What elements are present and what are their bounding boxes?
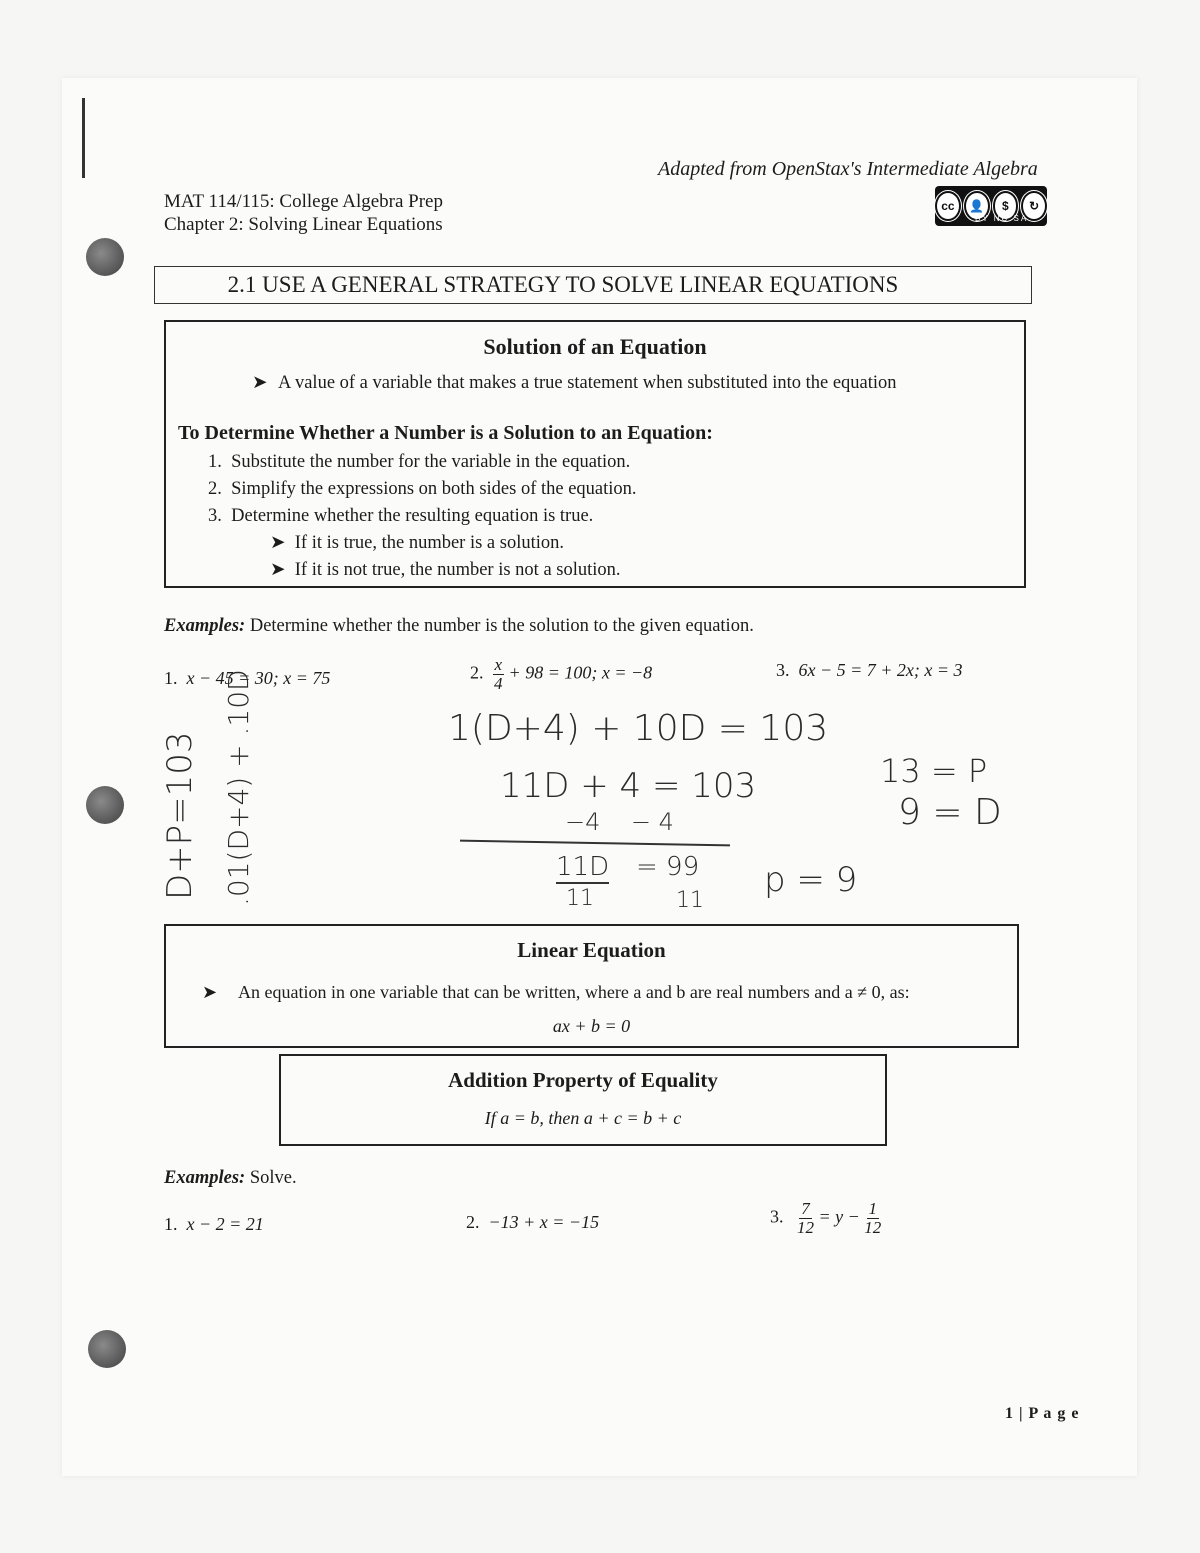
arrow-bullet-icon: ➤ (202, 982, 218, 1002)
addition-box-title: Addition Property of Equality (448, 1068, 718, 1092)
problem-number: 3. (776, 660, 790, 680)
handwriting-line-5b: 11 (676, 888, 704, 913)
solution-definition-text: A value of a variable that makes a true statement when substituted into the equation (278, 373, 897, 393)
problem-equation: x − 2 = 21 (186, 1214, 264, 1234)
solution-definition (252, 372, 897, 394)
problem-equation: x − 45 = 30; x = 75 (186, 668, 331, 688)
binder-hole-bottom (88, 1330, 126, 1368)
example-2-2 (466, 1212, 599, 1233)
handwriting-right-1: 13 = P (880, 752, 988, 790)
problem-number: 1. (164, 1214, 178, 1234)
cc-icon: cc (935, 191, 961, 221)
linear-formula: ax + b = 0 (552, 1016, 631, 1036)
strategy-steps (208, 449, 637, 584)
step-2: 2. Simplify the expressions on both sides of the equation. (208, 479, 637, 499)
handwriting-line-1: 1(D+4) + 10D = 103 (448, 708, 829, 749)
nc-icon: $ (993, 191, 1019, 221)
problem-equation: = y − (818, 1206, 860, 1227)
arrow-bullet-icon: ➤ (252, 373, 268, 393)
binder-hole-top (86, 238, 124, 276)
fraction-numerator: x (494, 655, 503, 674)
linear-equation-box (164, 924, 1019, 1048)
handwriting-right-2: 9 = D (898, 792, 1002, 833)
section-title-text: 2.1 USE A GENERAL STRATEGY TO SOLVE LINEAR EQUATIONS (227, 272, 899, 297)
fraction-denominator: 12 (864, 1218, 882, 1237)
binder-hole-middle (86, 786, 124, 824)
fraction (864, 1200, 881, 1237)
problem-equation: 6x − 5 = 7 + 2x; x = 3 (798, 660, 963, 680)
fraction (493, 656, 505, 693)
sub-bullet-1 (208, 530, 637, 557)
addition-property-box (279, 1054, 887, 1146)
step-1: 1. Substitute the number for the variable in the equation. (208, 452, 631, 472)
fraction-numerator: 1 (868, 1199, 878, 1218)
fraction-denominator: 12 (797, 1218, 814, 1237)
handwriting-vertical-left: D+P=103 (160, 731, 200, 900)
examples-1-label: Examples: (164, 616, 246, 636)
course-title: MAT 114/115: College Algebra Prep (164, 191, 443, 212)
example-2-3 (770, 1200, 881, 1237)
problem-number: 3. (770, 1206, 784, 1227)
problem-number: 2. (466, 1212, 480, 1232)
strategy-heading: To Determine Whether a Number is a Solution to an Equation: (178, 422, 713, 444)
linear-definition (202, 982, 910, 1003)
chapter-title: Chapter 2: Solving Linear Equations (164, 214, 443, 235)
linear-box-title: Linear Equation (517, 938, 666, 962)
examples-2-heading (164, 1168, 297, 1189)
fraction-numerator: 7 (801, 1199, 810, 1218)
example-1-3 (776, 660, 963, 681)
handwriting-result-p: p = 9 (764, 860, 858, 900)
problem-number: 2. (470, 662, 484, 683)
sub-bullet-2 (208, 557, 637, 584)
problem-equation: −13 + x = −15 (488, 1212, 600, 1232)
handwriting-line-4b: = 99 (636, 852, 700, 882)
fraction-denominator: 4 (494, 674, 503, 693)
solution-box-title: Solution of an Equation (483, 334, 707, 359)
handwriting-vertical-right: .01(D+4) + .10D (222, 669, 255, 906)
scan-edge-line (82, 98, 85, 178)
examples-2-label: Examples: (164, 1168, 246, 1188)
page-number: 1 | P a g e (1005, 1405, 1080, 1422)
examples-1-heading (164, 616, 754, 637)
solution-definition-box (164, 320, 1026, 588)
examples-1-instruction: Determine whether the number is the solution to the given equation. (249, 616, 754, 636)
section-title (154, 266, 1032, 304)
arrow-bullet-icon: ➤ (270, 533, 286, 553)
addition-statement: If a = b, then a + c = b + c (484, 1108, 682, 1128)
step-3: 3. Determine whether the resulting equation is true. (208, 506, 594, 526)
by-icon: 👤 (964, 191, 990, 221)
sub-bullet-1-text: If it is true, the number is a solution. (294, 533, 565, 553)
handwriting-line-5a: 11 (566, 886, 594, 911)
handwriting-line-3: −4 − 4 (565, 808, 674, 836)
step-2-text: Simplify the expressions on both sides of the equation. (231, 479, 637, 499)
sub-bullet-2-text: If it is not true, the number is not a solution. (294, 560, 621, 580)
problem-equation: + 98 = 100; x = −8 (508, 662, 653, 683)
step-3-text: Determine whether the resulting equation is true. (231, 506, 594, 526)
sa-icon: ↻ (1021, 191, 1047, 221)
fraction (797, 1200, 814, 1237)
course-info (164, 190, 443, 236)
examples-2-instruction: Solve. (249, 1168, 297, 1188)
example-2-1 (164, 1214, 264, 1235)
cc-license-sub: BY NC SA (975, 214, 1029, 223)
example-1-2 (470, 656, 652, 693)
handwriting-line-4a: 11D (556, 852, 610, 882)
step-1-text: Substitute the number for the variable in the equation. (231, 452, 631, 472)
arrow-bullet-icon: ➤ (270, 560, 286, 580)
linear-definition-text: An equation in one variable that can be written, where a and b are real numbers and a ≠ 0, as: (238, 982, 910, 1002)
problem-number: 1. (164, 668, 178, 688)
handwriting-line-2: 11D + 4 = 103 (500, 766, 757, 806)
attribution: Adapted from OpenStax's Intermediate Algebra (658, 158, 1038, 180)
